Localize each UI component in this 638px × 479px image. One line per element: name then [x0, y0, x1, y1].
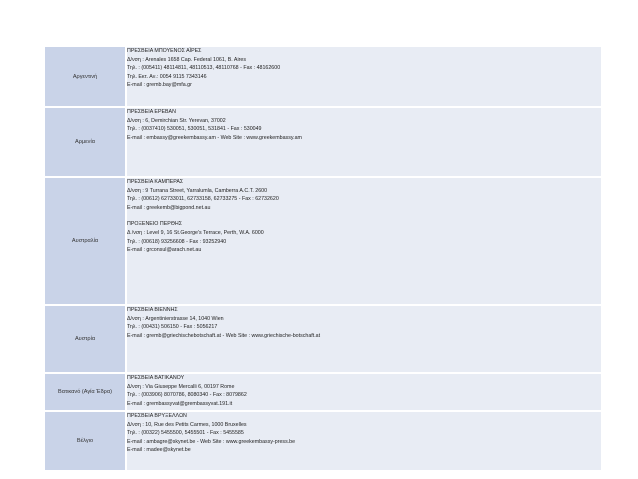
- country-cell: Αργεντινή: [45, 47, 126, 107]
- detail-line: ΠΡΕΣΒΕΙΑ ΒΙΕΝΝΗΣ: [127, 307, 178, 313]
- detail-line: ΠΡΕΣΒΕΙΑ ΜΠΟΥΕΝΟΣ ΑΪΡΕΣ: [127, 48, 202, 54]
- detail-line[interactable]: E-mail : gremb.bay@mfa.gr: [127, 82, 192, 89]
- detail-line: Τηλ. Εκτ. Αν.: 0054 9115 7343146: [127, 73, 207, 80]
- detail-line: Δ/νση : 10, Rue des Petits Carmes, 1000 Bruxelles: [127, 421, 247, 428]
- detail-line: Δ /νση : Level 9, 16 St.George's Terrace, Perth, W.A. 6000: [127, 229, 264, 236]
- embassy-row: [45, 411, 601, 471]
- embassy-table: [45, 47, 601, 472]
- embassy-row: [45, 47, 601, 107]
- embassy-row: [45, 107, 601, 177]
- detail-line: Δ/νση : Via Giuseppe Mercalli 6, 00197 Rome: [127, 383, 235, 390]
- detail-line[interactable]: E-mail : grconsul@arach.net.au: [127, 247, 202, 254]
- detail-line: ΠΡΕΣΒΕΙΑ ΒΑΤΙΚΑΝΟΥ: [127, 375, 185, 381]
- detail-line: Τηλ. : (00431) 506150 - Fax : 5056217: [127, 324, 218, 331]
- detail-line: Τηλ. : (00322) 5455500, 5455501 - Fax : 5455585: [127, 430, 244, 437]
- detail-line[interactable]: E-mail : ambagre@skynet.be - Web Site : www.greekembassy-press.be: [127, 438, 296, 445]
- country-cell: Βέλγιο: [45, 411, 126, 471]
- detail-line: Τηλ. : (003906) 8070786, 8080340 - Fax : 8079862: [127, 392, 247, 399]
- detail-line[interactable]: E-mail : madee@skynet.be: [127, 447, 191, 454]
- embassy-details-cell: [126, 107, 601, 177]
- detail-line: Τηλ. : (00618) 93256608 - Fax : 93252940: [127, 238, 227, 245]
- detail-line[interactable]: E-mail : grembassyvat@grembassyvat.191.it: [127, 400, 233, 407]
- detail-line: Δ/νση : 6, Demirchian Str. Yerevan, 37002: [127, 117, 226, 124]
- country-cell: Αυστραλία: [45, 177, 126, 305]
- embassy-details-cell: [126, 47, 601, 107]
- detail-line: ΠΡΕΣΒΕΙΑ ΕΡΕΒΑΝ: [127, 109, 176, 115]
- country-cell: Αρμενία: [45, 107, 126, 177]
- country-cell: Αυστρία: [45, 305, 126, 373]
- embassy-row: [45, 305, 601, 373]
- detail-line: Δ/νση : Argentinierstrasse 14, 1040 Wien: [127, 315, 224, 322]
- embassy-details-cell: [126, 305, 601, 373]
- detail-line[interactable]: E-mail : embassy@greekembassy.am - Web Site : www.greekembassy.am: [127, 134, 302, 141]
- embassy-details-cell: [126, 177, 601, 305]
- detail-line[interactable]: E-mail : greekemb@bigpond.net.au: [127, 204, 211, 211]
- embassy-row: [45, 373, 601, 411]
- detail-line: Τηλ. : (0037410) 530051, 530051, 531841 - Fax : 530049: [127, 126, 262, 133]
- detail-line: Δ/νση : 9 Turrana Street, Yarralumla, Camberra A.C.T. 2600: [127, 187, 268, 194]
- embassy-row: [45, 177, 601, 305]
- detail-line: ΠΡΕΣΒΕΙΑ ΒΡΥΞΕΛΛΩΝ: [127, 413, 187, 419]
- detail-line: Τηλ. : (005411) 48114811, 48110513, 48110768 - Fax : 48162600: [127, 65, 281, 72]
- embassy-table-body: [45, 47, 601, 471]
- country-cell: Βατικανό (Αγία Έδρα): [45, 373, 126, 411]
- detail-line: Δ/νση : Arenales 1658 Cap. Federal 1061, B. Aires: [127, 56, 246, 63]
- detail-line: ΠΡΕΣΒΕΙΑ ΚΑΜΠΕΡΑΣ: [127, 179, 184, 185]
- embassy-details-cell: [126, 411, 601, 471]
- detail-line[interactable]: E-mail : gremb@griechischebotschaft.at - Web Site : www.griechische-botschaft.at: [127, 332, 321, 339]
- detail-line: Τηλ. : (00612) 62733011, 62733158, 62733275 - Fax : 62732620: [127, 196, 279, 203]
- embassy-details-cell: [126, 373, 601, 411]
- line-spacer: [127, 212, 601, 220]
- detail-line: ΠΡΟΞΕΝΕΙΟ ΠΕΡΘΗΣ: [127, 221, 182, 228]
